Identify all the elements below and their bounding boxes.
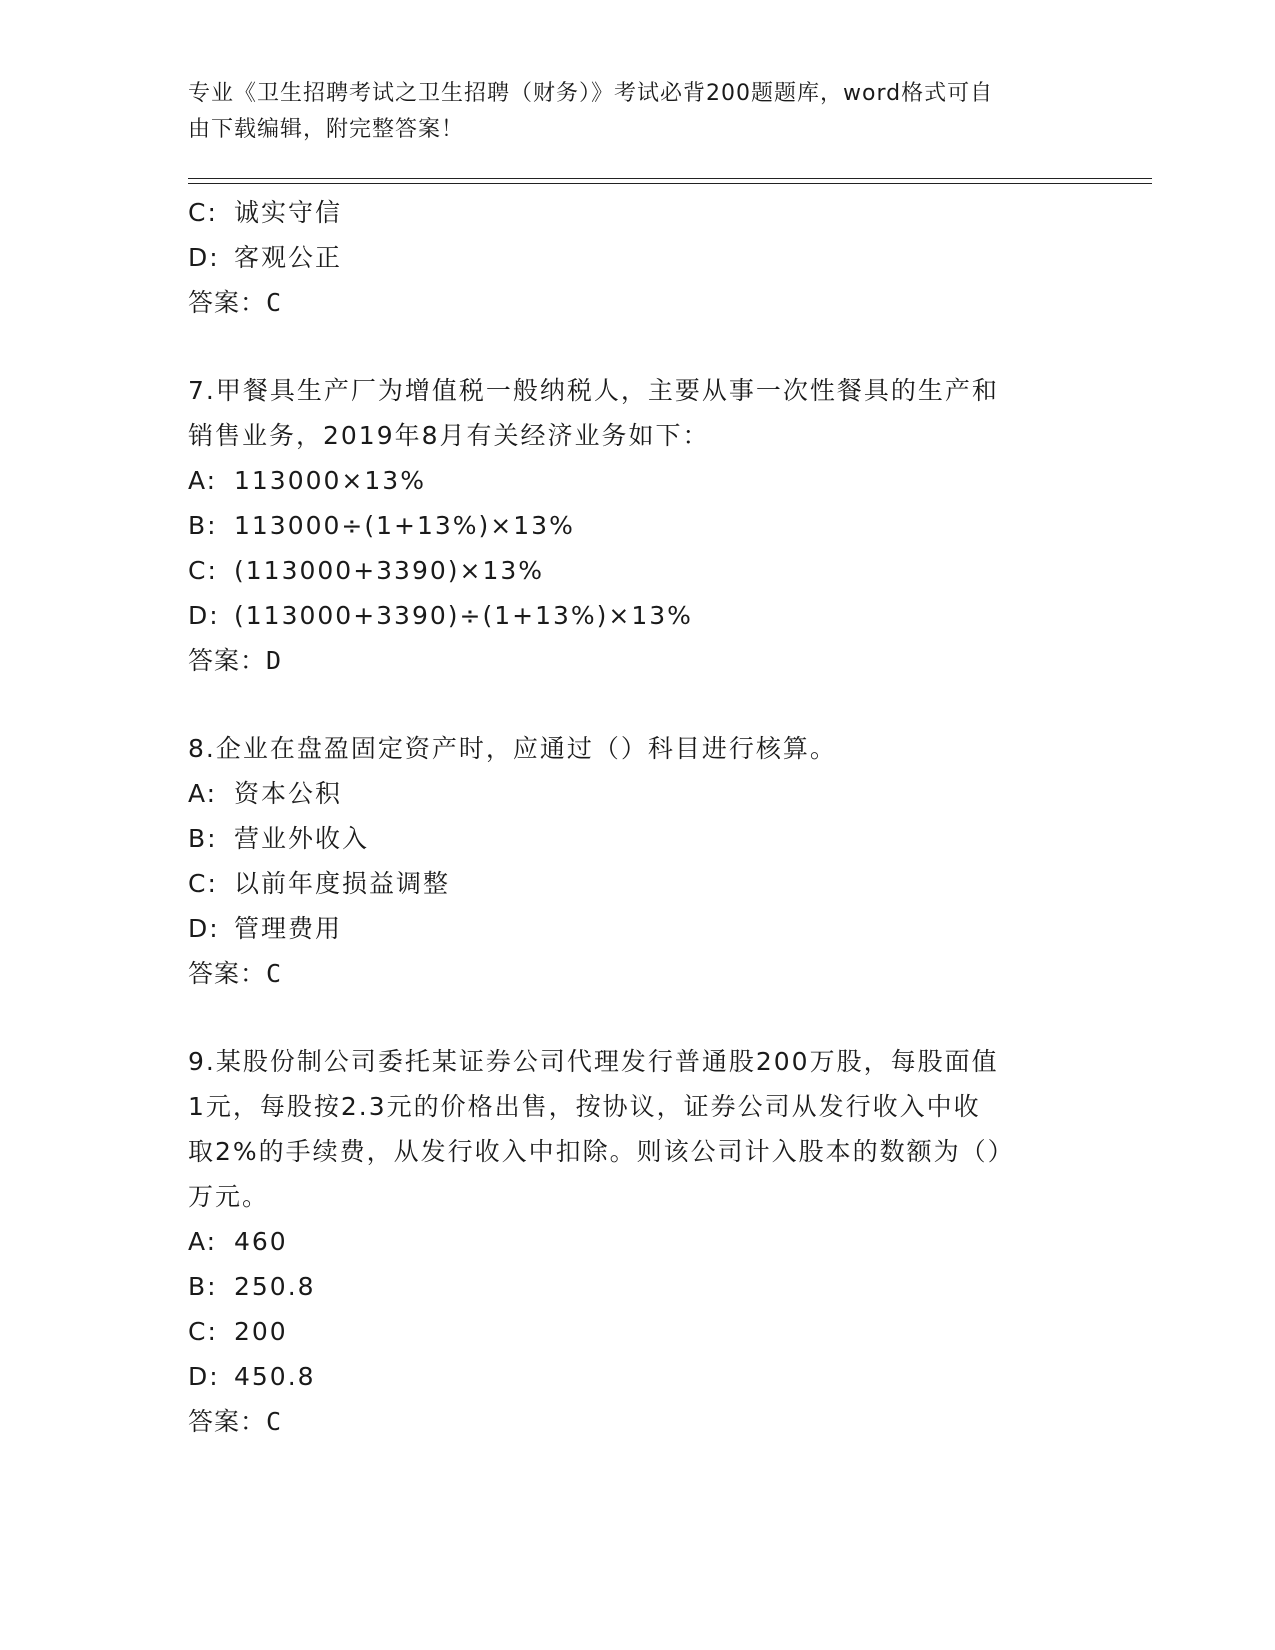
option-item xyxy=(188,190,1068,235)
question-block xyxy=(188,368,1068,683)
option-text: 营业外收入 xyxy=(234,824,370,853)
option-item xyxy=(188,906,1068,951)
option-text: 200 xyxy=(234,1317,288,1346)
question-block xyxy=(188,190,1068,325)
option-item xyxy=(188,548,1068,593)
option-text: 250.8 xyxy=(234,1272,316,1301)
option-text: 113000÷(1+13%)×13% xyxy=(234,511,575,540)
option-label: C: xyxy=(188,556,218,585)
option-item xyxy=(188,1264,1068,1309)
header-line: 由下载编辑，附完整答案！ xyxy=(188,117,465,142)
answer-line: 答案：D xyxy=(188,646,283,675)
header-line: 专业《卫生招聘考试之卫生招聘（财务）》考试必背200题题库，word格式可自 xyxy=(188,81,994,106)
option-item xyxy=(188,771,1068,816)
option-label: B: xyxy=(188,1272,218,1301)
question-stem: 7.甲餐具生产厂为增值税一般纳税人，主要从事一次性餐具的生产和 xyxy=(188,376,999,405)
option-label: C: xyxy=(188,198,218,227)
question-list xyxy=(188,190,1068,1444)
option-item xyxy=(188,1309,1068,1354)
option-label: D: xyxy=(188,243,220,272)
option-text: 460 xyxy=(234,1227,288,1256)
question-block xyxy=(188,1039,1068,1444)
option-label: A: xyxy=(188,1227,218,1256)
option-label: D: xyxy=(188,601,220,630)
option-text: (113000+3390)×13% xyxy=(234,556,545,585)
option-text: 以前年度损益调整 xyxy=(234,869,451,898)
option-text: 诚实守信 xyxy=(234,198,343,227)
option-label: C: xyxy=(188,869,218,898)
answer-line: 答案：C xyxy=(188,288,283,317)
option-text: 资本公积 xyxy=(234,779,343,808)
option-item xyxy=(188,1219,1068,1264)
option-label: D: xyxy=(188,1362,220,1391)
option-text: 450.8 xyxy=(234,1362,316,1391)
option-item xyxy=(188,458,1068,503)
option-text: 管理费用 xyxy=(234,914,343,943)
option-item xyxy=(188,235,1068,280)
question-stem: 万元。 xyxy=(188,1182,270,1211)
question-stem: 8.企业在盘盈固定资产时，应通过（）科目进行核算。 xyxy=(188,734,837,763)
question-stem: 9.某股份制公司委托某证券公司代理发行普通股200万股，每股面值 xyxy=(188,1047,999,1076)
option-item xyxy=(188,503,1068,548)
answer-line: 答案：C xyxy=(188,959,283,988)
option-item xyxy=(188,816,1068,861)
option-label: D: xyxy=(188,914,220,943)
option-item xyxy=(188,861,1068,906)
question-stem: 销售业务，2019年8月有关经济业务如下： xyxy=(188,421,710,450)
option-text: (113000+3390)÷(1+13%)×13% xyxy=(234,601,693,630)
question-stem: 1元，每股按2.3元的价格出售，按协议，证券公司从发行收入中收 xyxy=(188,1092,981,1121)
option-text: 113000×13% xyxy=(234,466,426,495)
option-label: B: xyxy=(188,824,218,853)
question-block xyxy=(188,726,1068,996)
option-label: C: xyxy=(188,1317,218,1346)
option-label: A: xyxy=(188,779,218,808)
option-label: B: xyxy=(188,511,218,540)
question-stem: 取2%的手续费，从发行收入中扣除。则该公司计入股本的数额为（） xyxy=(188,1137,1015,1166)
option-item xyxy=(188,1354,1068,1399)
option-item xyxy=(188,593,1068,638)
option-text: 客观公正 xyxy=(234,243,343,272)
answer-line: 答案：C xyxy=(188,1407,283,1436)
option-label: A: xyxy=(188,466,218,495)
header-divider xyxy=(188,178,1152,184)
document-header xyxy=(188,76,1068,148)
